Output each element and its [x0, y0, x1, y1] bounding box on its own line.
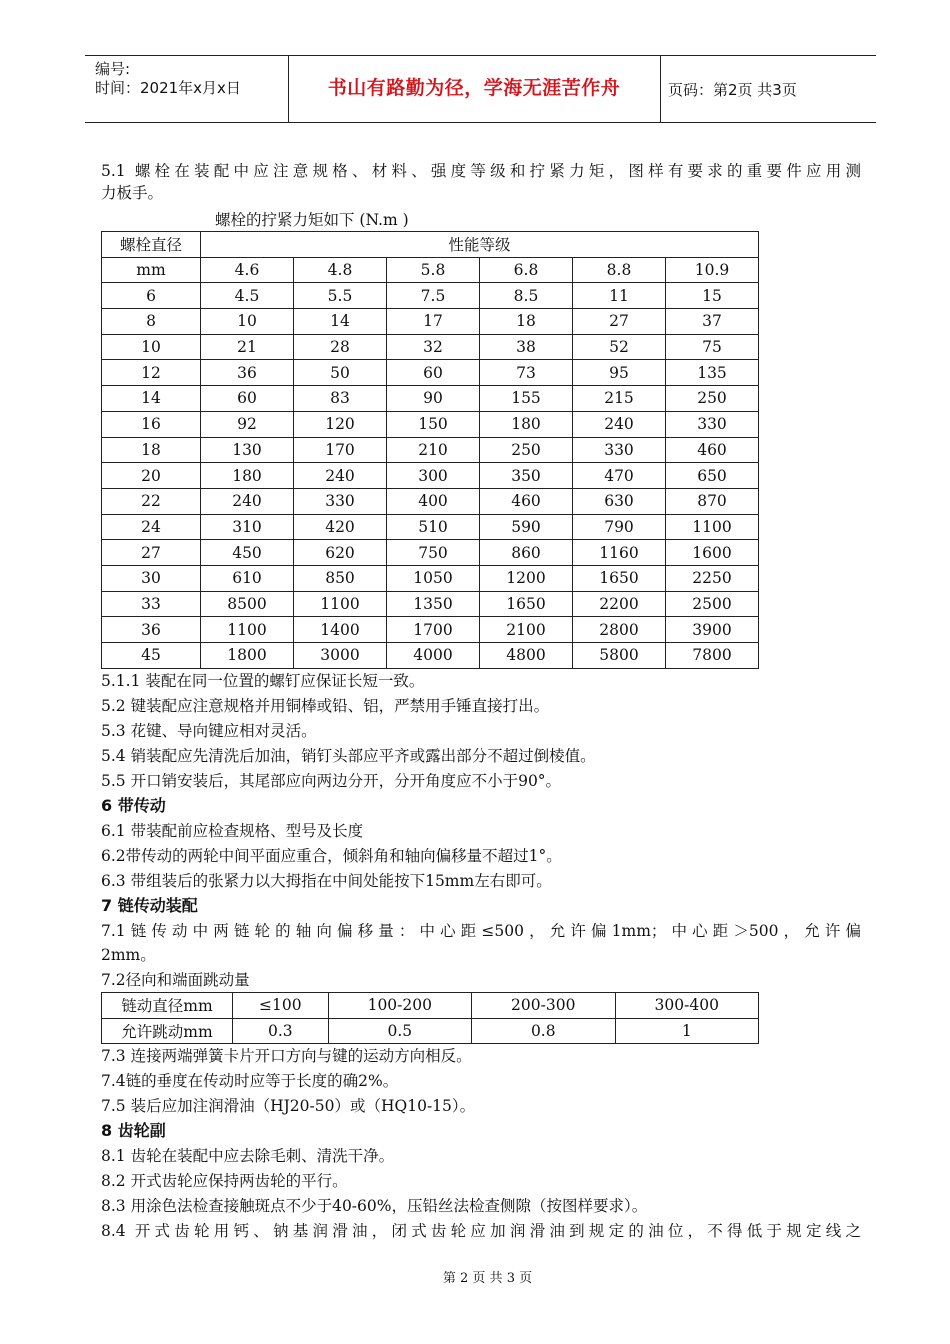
torque-value-cell: 10 — [201, 309, 294, 335]
torque-value-cell: 15 — [666, 283, 759, 309]
table-row — [102, 411, 759, 437]
grade-header: 4.6 — [201, 257, 294, 283]
paragraph-line: 5.1 螺栓在装配中应注意规格、材料、强度等级和拧紧力矩，图样有要求的重要件应用测 — [101, 162, 861, 180]
bolt-diameter-cell: 8 — [102, 309, 201, 335]
paragraph-5-2: 5.2 键装配应注意规格并用铜棒或铅、铝，严禁用手锤直接打出。 — [101, 697, 550, 715]
torque-value-cell: 7.5 — [387, 283, 480, 309]
torque-value-cell: 4.5 — [201, 283, 294, 309]
torque-value-cell: 2250 — [666, 565, 759, 591]
header-bottom-rule — [85, 122, 876, 123]
torque-value-cell: 1700 — [387, 617, 480, 643]
page-footer: 第 2 页 共 3 页 — [442, 1271, 533, 1286]
torque-value-cell: 95 — [573, 360, 666, 386]
table-row — [102, 488, 759, 514]
torque-table-caption: 螺栓的拧紧力矩如下 (N.m ) — [215, 211, 409, 229]
torque-value-cell: 250 — [666, 386, 759, 412]
paragraph-8-1: 8.1 齿轮在装配中应去除毛刺、清洗干净。 — [101, 1147, 395, 1165]
heading-6: 6 带传动 — [101, 796, 166, 815]
torque-value-cell: 92 — [201, 411, 294, 437]
table-row — [102, 643, 759, 669]
bolt-diameter-cell: 18 — [102, 437, 201, 463]
bolt-diameter-cell: 33 — [102, 591, 201, 617]
torque-value-cell: 50 — [294, 360, 387, 386]
torque-value-cell: 400 — [387, 488, 480, 514]
torque-value-cell: 83 — [294, 386, 387, 412]
torque-value-cell: 620 — [294, 540, 387, 566]
table-row — [102, 360, 759, 386]
table-row — [102, 386, 759, 412]
bolt-diameter-cell: 10 — [102, 334, 201, 360]
torque-value-cell: 240 — [294, 463, 387, 489]
bolt-diameter-cell: 12 — [102, 360, 201, 386]
torque-value-cell: 1650 — [573, 565, 666, 591]
table-row — [102, 540, 759, 566]
torque-value-cell: 240 — [573, 411, 666, 437]
bolt-diameter-cell: 27 — [102, 540, 201, 566]
paragraph-5-1-cont: 力板手。 — [101, 184, 164, 202]
header-divider — [660, 55, 661, 122]
torque-value-cell: 75 — [666, 334, 759, 360]
torque-value-cell: 630 — [573, 488, 666, 514]
torque-value-cell: 420 — [294, 514, 387, 540]
torque-value-cell: 610 — [201, 565, 294, 591]
paragraph-line: 8.4 开式齿轮用钙、钠基润滑油，闭式齿轮应加润滑油到规定的油位，不得低于规定线之 — [101, 1222, 861, 1240]
torque-value-cell: 750 — [387, 540, 480, 566]
torque-value-cell: 450 — [201, 540, 294, 566]
grade-header: 5.8 — [387, 257, 480, 283]
torque-value-cell: 1650 — [480, 591, 573, 617]
paragraph-6-1: 6.1 带装配前应检查规格、型号及长度 — [101, 822, 364, 840]
torque-value-cell: 3900 — [666, 617, 759, 643]
grade-header: 6.8 — [480, 257, 573, 283]
table-cell: 允许跳动mm — [102, 1018, 233, 1044]
table-cell: 1 — [615, 1018, 759, 1044]
heading-7: 7 链传动装配 — [101, 896, 198, 915]
torque-value-cell: 5.5 — [294, 283, 387, 309]
table-row — [102, 334, 759, 360]
paragraph-5-1-1: 5.1.1 装配在同一位置的螺钉应保证长短一致。 — [101, 672, 425, 690]
torque-value-cell: 36 — [201, 360, 294, 386]
paragraph-7-1 — [101, 920, 861, 942]
torque-value-cell: 300 — [387, 463, 480, 489]
torque-value-cell: 38 — [480, 334, 573, 360]
torque-value-cell: 240 — [201, 488, 294, 514]
torque-value-cell: 850 — [294, 565, 387, 591]
torque-value-cell: 3000 — [294, 643, 387, 669]
document-date: 时间：2021年x月x日 — [95, 79, 241, 97]
torque-value-cell: 5800 — [573, 643, 666, 669]
torque-value-cell: 52 — [573, 334, 666, 360]
torque-value-cell: 150 — [387, 411, 480, 437]
table-row — [102, 463, 759, 489]
torque-value-cell: 460 — [666, 437, 759, 463]
table-cell: ≤100 — [233, 993, 329, 1019]
torque-value-cell: 1600 — [666, 540, 759, 566]
grade-header: 8.8 — [573, 257, 666, 283]
header-page-number: 页码：第2页 共3页 — [668, 81, 797, 99]
torque-value-cell: 8.5 — [480, 283, 573, 309]
paragraph-5-1 — [101, 160, 861, 182]
bolt-diameter-cell: 30 — [102, 565, 201, 591]
table-header-row — [102, 993, 759, 1019]
torque-value-cell: 460 — [480, 488, 573, 514]
torque-value-cell: 1100 — [201, 617, 294, 643]
torque-value-cell: 1350 — [387, 591, 480, 617]
torque-value-cell: 590 — [480, 514, 573, 540]
torque-value-cell: 1800 — [201, 643, 294, 669]
torque-value-cell: 790 — [573, 514, 666, 540]
torque-value-cell: 470 — [573, 463, 666, 489]
table-cell: 0.3 — [233, 1018, 329, 1044]
table-row — [102, 591, 759, 617]
torque-value-cell: 510 — [387, 514, 480, 540]
torque-value-cell: 860 — [480, 540, 573, 566]
heading-8: 8 齿轮副 — [101, 1121, 166, 1140]
paragraph-7-1-cont: 2mm。 — [101, 946, 156, 964]
torque-value-cell: 2800 — [573, 617, 666, 643]
torque-value-cell: 73 — [480, 360, 573, 386]
torque-value-cell: 7800 — [666, 643, 759, 669]
torque-value-cell: 1050 — [387, 565, 480, 591]
torque-value-cell: 170 — [294, 437, 387, 463]
torque-value-cell: 155 — [480, 386, 573, 412]
torque-value-cell: 350 — [480, 463, 573, 489]
bolt-diameter-cell: 14 — [102, 386, 201, 412]
bolt-diameter-cell: 22 — [102, 488, 201, 514]
torque-value-cell: 1200 — [480, 565, 573, 591]
table-header-row — [102, 257, 759, 283]
paragraph-8-3: 8.3 用涂色法检查接触斑点不少于40-60%，压铅丝法检查侧隙（按图样要求）。 — [101, 1197, 648, 1215]
torque-value-cell: 130 — [201, 437, 294, 463]
header-bolt-diameter: 螺栓直径 — [102, 232, 201, 258]
paragraph-7-5: 7.5 装后应加注润滑油（HJ20-50）或（HQ10-15）。 — [101, 1097, 476, 1115]
torque-value-cell: 60 — [201, 386, 294, 412]
torque-value-cell: 1100 — [294, 591, 387, 617]
torque-value-cell: 2200 — [573, 591, 666, 617]
table-row — [102, 1018, 759, 1044]
bolt-diameter-cell: 6 — [102, 283, 201, 309]
bolt-diameter-cell: 45 — [102, 643, 201, 669]
table-row — [102, 437, 759, 463]
paragraph-6-2: 6.2带传动的两轮中间平面应重合，倾斜角和轴向偏移量不超过1°。 — [101, 847, 562, 865]
torque-value-cell: 18 — [480, 309, 573, 335]
torque-value-cell: 330 — [666, 411, 759, 437]
torque-value-cell: 330 — [573, 437, 666, 463]
table-row — [102, 565, 759, 591]
torque-value-cell: 650 — [666, 463, 759, 489]
torque-value-cell: 870 — [666, 488, 759, 514]
torque-value-cell: 8500 — [201, 591, 294, 617]
torque-value-cell: 2100 — [480, 617, 573, 643]
torque-value-cell: 1100 — [666, 514, 759, 540]
paragraph-7-3: 7.3 连接两端弹簧卡片开口方向与键的运动方向相反。 — [101, 1047, 472, 1065]
table-row — [102, 283, 759, 309]
torque-value-cell: 17 — [387, 309, 480, 335]
bolt-diameter-cell: 24 — [102, 514, 201, 540]
paragraph-8-4 — [101, 1220, 861, 1242]
torque-value-cell: 21 — [201, 334, 294, 360]
bolt-diameter-cell: 36 — [102, 617, 201, 643]
table-cell: 200-300 — [472, 993, 615, 1019]
document-number-label: 编号: — [95, 60, 131, 78]
paragraph-6-3: 6.3 带组装后的张紧力以大拇指在中间处能按下15mm左右即可。 — [101, 872, 552, 890]
paragraph-7-4: 7.4链的垂度在传动时应等于长度的确2%。 — [101, 1072, 399, 1090]
paragraph-7-2: 7.2径向和端面跳动量 — [101, 971, 250, 989]
bolt-diameter-cell: 20 — [102, 463, 201, 489]
torque-value-cell: 28 — [294, 334, 387, 360]
torque-value-cell: 90 — [387, 386, 480, 412]
paragraph-5-4: 5.4 销装配应先清洗后加油，销钉头部应平齐或露出部分不超过倒棱值。 — [101, 747, 596, 765]
torque-value-cell: 310 — [201, 514, 294, 540]
torque-value-cell: 14 — [294, 309, 387, 335]
torque-value-cell: 27 — [573, 309, 666, 335]
torque-value-cell: 37 — [666, 309, 759, 335]
torque-value-cell: 135 — [666, 360, 759, 386]
table-row — [102, 309, 759, 335]
header-motto: 书山有路勤为径，学海无涯苦作舟 — [327, 77, 621, 99]
table-row — [102, 617, 759, 643]
table-cell: 0.8 — [472, 1018, 615, 1044]
header-grade-group: 性能等级 — [201, 232, 759, 258]
torque-value-cell: 1160 — [573, 540, 666, 566]
paragraph-line: 7.1链传动中两链轮的轴向偏移量：中心距≤500，允许偏1mm；中心距＞500，允许偏 — [101, 922, 861, 940]
torque-table — [101, 231, 759, 669]
torque-value-cell: 4800 — [480, 643, 573, 669]
runout-table — [101, 992, 759, 1044]
table-cell: 300-400 — [615, 993, 759, 1019]
torque-value-cell: 180 — [201, 463, 294, 489]
torque-value-cell: 11 — [573, 283, 666, 309]
torque-value-cell: 4000 — [387, 643, 480, 669]
table-cell: 链动直径mm — [102, 993, 233, 1019]
paragraph-5-5: 5.5 开口销安装后，其尾部应向两边分开，分开角度应不小于90°。 — [101, 772, 562, 790]
paragraph-5-3: 5.3 花键、导向键应相对灵活。 — [101, 722, 317, 740]
bolt-diameter-cell: 16 — [102, 411, 201, 437]
torque-value-cell: 120 — [294, 411, 387, 437]
table-row — [102, 514, 759, 540]
table-cell: 100-200 — [328, 993, 471, 1019]
grade-header: 4.8 — [294, 257, 387, 283]
torque-value-cell: 215 — [573, 386, 666, 412]
table-cell: 0.5 — [328, 1018, 471, 1044]
torque-value-cell: 210 — [387, 437, 480, 463]
paragraph-8-2: 8.2 开式齿轮应保持两齿轮的平行。 — [101, 1172, 348, 1190]
torque-value-cell: 2500 — [666, 591, 759, 617]
torque-value-cell: 180 — [480, 411, 573, 437]
torque-value-cell: 1400 — [294, 617, 387, 643]
header-unit: mm — [102, 257, 201, 283]
grade-header: 10.9 — [666, 257, 759, 283]
torque-value-cell: 32 — [387, 334, 480, 360]
table-header-row — [102, 232, 759, 258]
torque-value-cell: 60 — [387, 360, 480, 386]
torque-value-cell: 250 — [480, 437, 573, 463]
torque-value-cell: 330 — [294, 488, 387, 514]
